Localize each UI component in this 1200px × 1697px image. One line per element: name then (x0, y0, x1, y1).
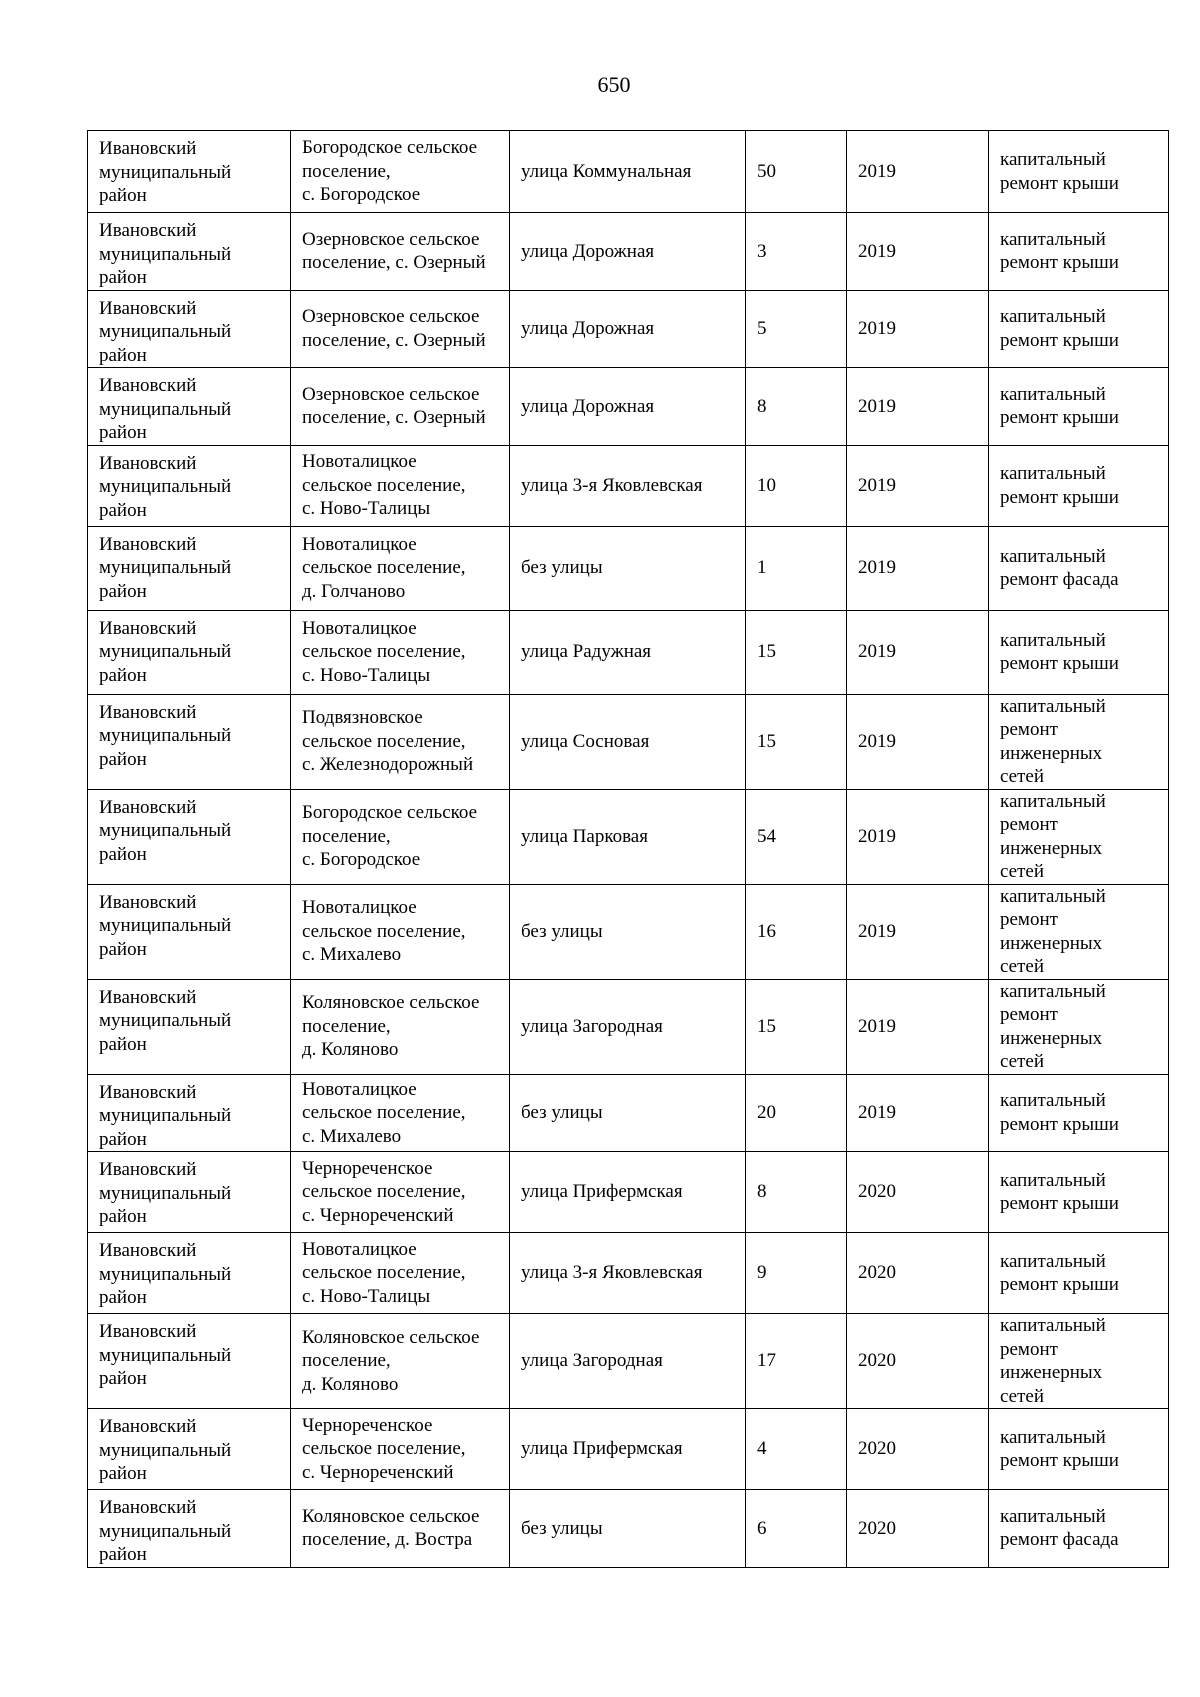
district-cell (88, 789, 291, 884)
house-number-cell: 15 (746, 610, 847, 694)
settlement-cell (291, 1233, 510, 1314)
district-cell-line: район (99, 1128, 147, 1150)
settlement-cell-line: сельское поселение, (302, 1438, 466, 1460)
work-type-cell-line: капитальный (1000, 629, 1106, 651)
work-type-cell-line: капитальный (1000, 1505, 1106, 1527)
work-type-cell-line: капитальный (1000, 306, 1106, 328)
district-cell-line: район (99, 1287, 147, 1308)
district-cell (88, 1409, 291, 1490)
year-cell: 2020 (847, 1314, 989, 1409)
settlement-cell-line: Новоталицкое (302, 897, 417, 919)
district-cell-line: муниципальный (99, 725, 232, 746)
settlement-cell (291, 368, 510, 446)
house-number-cell: 3 (746, 213, 847, 291)
year-cell: 2019 (847, 789, 989, 884)
settlement-cell-line: Новоталицкое (302, 1238, 417, 1260)
street-cell: улица Дорожная (510, 368, 746, 446)
district-cell-line: район (99, 1368, 147, 1389)
settlement-cell (291, 694, 510, 789)
table-row (88, 526, 1169, 610)
table-row (88, 1074, 1169, 1152)
table-row (88, 445, 1169, 526)
street-cell: улица Сосновая (510, 694, 746, 789)
work-type-cell-line: капитальный (1000, 695, 1106, 717)
table-row (88, 1490, 1169, 1568)
table-body (88, 131, 1169, 1568)
work-type-cell (989, 789, 1169, 884)
district-cell (88, 694, 291, 789)
work-type-cell-line: капитальный (1000, 790, 1106, 812)
house-number-cell: 8 (746, 1152, 847, 1233)
settlement-cell (291, 1409, 510, 1490)
table-row (88, 884, 1169, 979)
settlement-cell-line: с. Михалево (302, 1125, 402, 1147)
district-cell-line: Ивановский (99, 375, 197, 396)
district-cell (88, 526, 291, 610)
work-type-cell-line: инженерных (1000, 932, 1103, 954)
settlement-cell-line: с. Ново-Талицы (302, 1285, 431, 1307)
district-cell (88, 290, 291, 368)
district-cell-line: район (99, 344, 147, 366)
work-type-cell-line: ремонт (1000, 719, 1058, 740)
district-cell (88, 1233, 291, 1314)
settlement-cell-line: с. Богородское (302, 849, 421, 871)
house-number-cell: 5 (746, 290, 847, 368)
table-row (88, 131, 1169, 213)
table-row (88, 979, 1169, 1074)
work-type-cell-line: ремонт фасада (1000, 569, 1119, 590)
work-type-cell-line: ремонт крыши (1000, 486, 1119, 508)
settlement-cell-line: Чернореченское (302, 1157, 433, 1179)
settlement-cell-line: с. Чернореченский (302, 1204, 454, 1226)
district-cell (88, 1074, 291, 1152)
work-type-cell (989, 131, 1169, 213)
district-cell-line: муниципальный (99, 1520, 232, 1542)
district-cell (88, 1152, 291, 1233)
table-row (88, 789, 1169, 884)
settlement-cell-line: сельское поселение, (302, 730, 466, 752)
district-cell-line: Ивановский (99, 297, 197, 319)
work-type-cell-line: капитальный (1000, 383, 1106, 405)
district-cell (88, 1314, 291, 1409)
work-type-cell-line: капитальный (1000, 463, 1106, 484)
district-cell-line: муниципальный (99, 1439, 232, 1461)
work-type-cell (989, 1490, 1169, 1568)
work-type-cell-line: капитальный (1000, 149, 1106, 170)
settlement-cell-line: Коляновское сельское (302, 1326, 480, 1348)
street-cell: без улицы (510, 526, 746, 610)
house-number-cell: 9 (746, 1233, 847, 1314)
district-cell (88, 213, 291, 291)
settlement-cell-line: Новоталицкое (302, 451, 417, 473)
street-cell: улица Дорожная (510, 213, 746, 291)
work-type-cell (989, 610, 1169, 694)
house-number-cell: 17 (746, 1314, 847, 1409)
table-row (88, 213, 1169, 291)
settlement-cell-line: д. Голчаново (302, 580, 406, 602)
year-cell: 2019 (847, 884, 989, 979)
district-cell-line: Ивановский (99, 986, 197, 1008)
district-cell (88, 884, 291, 979)
district-cell-line: район (99, 664, 147, 686)
settlement-cell-line: д. Коляново (302, 1039, 399, 1061)
district-cell-line: Ивановский (99, 1240, 197, 1261)
work-type-cell-line: инженерных (1000, 1362, 1103, 1383)
work-type-cell (989, 290, 1169, 368)
work-type-cell-line: сетей (1000, 956, 1045, 977)
settlement-cell-line: Коляновское сельское (302, 1505, 480, 1527)
settlement-cell-line: с. Ново-Талицы (302, 664, 431, 686)
settlement-cell (291, 789, 510, 884)
district-cell-line: муниципальный (99, 161, 232, 183)
house-number-cell: 50 (746, 131, 847, 213)
work-type-cell-line: капитальный (1000, 885, 1106, 907)
settlement-cell-line: Новоталицкое (302, 533, 417, 555)
district-cell (88, 1490, 291, 1568)
settlement-cell-line: сельское поселение, (302, 641, 466, 663)
district-cell-line: муниципальный (99, 398, 232, 420)
house-number-cell: 8 (746, 368, 847, 446)
work-type-cell-line: инженерных (1000, 1027, 1103, 1049)
work-type-cell (989, 1409, 1169, 1490)
year-cell: 2019 (847, 1074, 989, 1152)
settlement-cell (291, 445, 510, 526)
settlement-cell (291, 290, 510, 368)
table-row (88, 1233, 1169, 1314)
district-cell-line: район (99, 843, 147, 865)
settlement-cell-line: Новоталицкое (302, 1078, 417, 1100)
district-cell-line: район (99, 499, 147, 521)
settlement-cell-line: поселение, (302, 825, 391, 847)
district-cell-line: муниципальный (99, 820, 232, 841)
settlement-cell-line: поселение, с. Озерный (302, 407, 486, 429)
settlement-cell-line: Новоталицкое (302, 617, 417, 639)
settlement-cell-line: с. Чернореченский (302, 1461, 454, 1483)
district-cell-line: муниципальный (99, 915, 232, 936)
year-cell: 2020 (847, 1233, 989, 1314)
district-cell-line: Ивановский (99, 891, 197, 913)
settlement-cell-line: Богородское сельское (302, 137, 478, 159)
year-cell: 2019 (847, 445, 989, 526)
settlement-cell-line: поселение, (302, 1350, 391, 1372)
district-cell-line: муниципальный (99, 321, 232, 342)
district-cell-line: Ивановский (99, 1497, 197, 1518)
settlement-cell-line: сельское поселение, (302, 1181, 466, 1203)
table-row (88, 1152, 1169, 1233)
work-type-cell-line: ремонт крыши (1000, 1193, 1119, 1214)
work-type-cell (989, 213, 1169, 291)
street-cell: улица 3-я Яковлевская (510, 445, 746, 526)
district-cell-line: муниципальный (99, 1010, 232, 1031)
work-type-cell-line: сетей (1000, 766, 1045, 787)
district-cell-line: Ивановский (99, 1081, 197, 1103)
settlement-cell-line: с. Богородское (302, 184, 421, 206)
settlement-cell-line: Озерновское сельское (302, 383, 480, 405)
settlement-cell (291, 979, 510, 1074)
work-type-cell-line: ремонт (1000, 1004, 1058, 1025)
year-cell: 2019 (847, 290, 989, 368)
table-row (88, 290, 1169, 368)
district-cell-line: район (99, 1033, 147, 1055)
district-cell-line: Ивановский (99, 1416, 197, 1437)
work-type-cell-line: ремонт фасада (1000, 1529, 1119, 1551)
district-cell-line: Ивановский (99, 701, 197, 723)
year-cell: 2020 (847, 1409, 989, 1490)
street-cell: улица 3-я Яковлевская (510, 1233, 746, 1314)
street-cell: улица Коммунальная (510, 131, 746, 213)
district-cell-line: муниципальный (99, 1105, 232, 1126)
settlement-cell-line: д. Коляново (302, 1373, 399, 1395)
work-type-cell-line: ремонт крыши (1000, 329, 1119, 351)
settlement-cell-line: сельское поселение, (302, 474, 466, 496)
street-cell: улица Прифермская (510, 1152, 746, 1233)
work-type-cell-line: сетей (1000, 861, 1045, 882)
work-type-cell (989, 1233, 1169, 1314)
work-type-cell-line: ремонт (1000, 1338, 1058, 1360)
settlement-cell (291, 213, 510, 291)
house-number-cell: 6 (746, 1490, 847, 1568)
house-number-cell: 15 (746, 979, 847, 1074)
work-type-cell-line: капитальный (1000, 1090, 1106, 1112)
settlement-cell-line: Чернореченское (302, 1414, 433, 1436)
work-type-cell-line: сетей (1000, 1385, 1045, 1407)
table-row (88, 368, 1169, 446)
settlement-cell (291, 1074, 510, 1152)
street-cell: улица Дорожная (510, 290, 746, 368)
street-cell: без улицы (510, 1490, 746, 1568)
district-cell (88, 368, 291, 446)
district-cell-line: район (99, 1544, 147, 1565)
table-row (88, 610, 1169, 694)
work-type-cell (989, 1152, 1169, 1233)
house-number-cell: 20 (746, 1074, 847, 1152)
year-cell: 2019 (847, 694, 989, 789)
year-cell: 2019 (847, 131, 989, 213)
house-number-cell: 16 (746, 884, 847, 979)
work-type-cell-line: инженерных (1000, 742, 1103, 764)
work-type-cell-line: ремонт крыши (1000, 1274, 1119, 1295)
work-type-cell-line: ремонт крыши (1000, 1113, 1119, 1135)
work-type-cell-line: ремонт крыши (1000, 1450, 1119, 1471)
district-cell-line: район (99, 185, 147, 206)
settlement-cell-line: сельское поселение, (302, 1102, 466, 1123)
settlement-cell (291, 131, 510, 213)
house-number-cell: 54 (746, 789, 847, 884)
house-number-cell: 1 (746, 526, 847, 610)
district-cell (88, 610, 291, 694)
settlement-cell-line: поселение, с. Озерный (302, 252, 486, 274)
year-cell: 2019 (847, 979, 989, 1074)
district-cell-line: муниципальный (99, 1182, 232, 1204)
settlement-cell (291, 1314, 510, 1409)
work-type-cell (989, 694, 1169, 789)
district-cell-line: район (99, 267, 147, 288)
house-number-cell: 4 (746, 1409, 847, 1490)
work-type-cell (989, 1074, 1169, 1152)
street-cell: без улицы (510, 1074, 746, 1152)
settlement-cell-line: с. Михалево (302, 944, 402, 966)
work-type-cell-line: ремонт крыши (1000, 653, 1119, 674)
year-cell: 2019 (847, 526, 989, 610)
settlement-cell-line: поселение, (302, 160, 391, 182)
work-type-cell (989, 884, 1169, 979)
street-cell: улица Загородная (510, 1314, 746, 1409)
district-cell-line: Ивановский (99, 617, 197, 639)
settlement-cell (291, 610, 510, 694)
district-cell-line: район (99, 748, 147, 770)
district-cell (88, 979, 291, 1074)
settlement-cell (291, 884, 510, 979)
year-cell: 2020 (847, 1490, 989, 1568)
settlement-cell-line: с. Железнодорожный (302, 754, 474, 776)
district-cell-line: район (99, 580, 147, 602)
year-cell: 2019 (847, 610, 989, 694)
settlement-cell-line: Озерновское сельское (302, 306, 480, 328)
work-type-cell-line: капитальный (1000, 545, 1106, 567)
work-type-cell-line: капитальный (1000, 1250, 1106, 1272)
district-cell-line: район (99, 1463, 147, 1484)
repair-schedule-table (87, 130, 1169, 1568)
work-type-cell-line: ремонт крыши (1000, 252, 1119, 274)
table-row (88, 1409, 1169, 1490)
year-cell: 2019 (847, 368, 989, 446)
settlement-cell-line: поселение, (302, 1015, 391, 1037)
settlement-cell (291, 1152, 510, 1233)
district-cell-line: муниципальный (99, 641, 232, 662)
work-type-cell-line: ремонт (1000, 814, 1058, 835)
settlement-cell-line: Озерновское сельское (302, 228, 480, 250)
district-cell-line: муниципальный (99, 476, 232, 497)
work-type-cell-line: сетей (1000, 1051, 1045, 1072)
district-cell-line: Ивановский (99, 1159, 197, 1180)
settlement-cell-line: поселение, с. Озерный (302, 329, 486, 351)
settlement-cell-line: Коляновское сельское (302, 992, 480, 1014)
settlement-cell-line: Богородское сельское (302, 802, 478, 824)
street-cell: без улицы (510, 884, 746, 979)
work-type-cell (989, 526, 1169, 610)
year-cell: 2020 (847, 1152, 989, 1233)
work-type-cell (989, 445, 1169, 526)
work-type-cell-line: инженерных (1000, 837, 1103, 859)
settlement-cell-line: сельское поселение, (302, 920, 466, 942)
district-cell-line: муниципальный (99, 243, 232, 265)
table-row (88, 694, 1169, 789)
table-row (88, 1314, 1169, 1409)
house-number-cell: 15 (746, 694, 847, 789)
district-cell-line: Ивановский (99, 452, 197, 474)
district-cell-line: муниципальный (99, 557, 232, 578)
settlement-cell-line: поселение, д. Вострa (302, 1529, 473, 1551)
district-cell-line: район (99, 1206, 147, 1227)
settlement-cell (291, 1490, 510, 1568)
work-type-cell (989, 368, 1169, 446)
work-type-cell-line: ремонт крыши (1000, 407, 1119, 429)
district-cell-line: Ивановский (99, 796, 197, 818)
work-type-cell-line: капитальный (1000, 1169, 1106, 1191)
district-cell-line: район (99, 938, 147, 960)
work-type-cell-line: ремонт крыши (1000, 172, 1119, 194)
district-cell-line: Ивановский (99, 138, 197, 159)
work-type-cell (989, 979, 1169, 1074)
work-type-cell-line: ремонт (1000, 909, 1058, 930)
district-cell-line: муниципальный (99, 1263, 232, 1285)
year-cell: 2019 (847, 213, 989, 291)
work-type-cell (989, 1314, 1169, 1409)
page-number: 650 (597, 72, 631, 97)
work-type-cell-line: капитальный (1000, 1426, 1106, 1448)
work-type-cell-line: капитальный (1000, 228, 1106, 250)
work-type-cell-line: капитальный (1000, 1315, 1106, 1336)
settlement-cell-line: с. Ново-Талицы (302, 498, 431, 520)
settlement-cell-line: сельское поселение, (302, 557, 466, 579)
district-cell-line: Ивановский (99, 533, 197, 555)
street-cell: улица Парковая (510, 789, 746, 884)
district-cell-line: муниципальный (99, 1344, 232, 1366)
street-cell: улица Загородная (510, 979, 746, 1074)
settlement-cell-line: сельское поселение, (302, 1262, 466, 1284)
district-cell-line: Ивановский (99, 220, 197, 241)
district-cell (88, 131, 291, 213)
district-cell-line: район (99, 422, 147, 443)
settlement-cell-line: Подвязновское (302, 707, 423, 729)
settlement-cell (291, 526, 510, 610)
house-number-cell: 10 (746, 445, 847, 526)
district-cell (88, 445, 291, 526)
street-cell: улица Прифермская (510, 1409, 746, 1490)
work-type-cell-line: капитальный (1000, 980, 1106, 1002)
district-cell-line: Ивановский (99, 1321, 197, 1342)
street-cell: улица Радужная (510, 610, 746, 694)
